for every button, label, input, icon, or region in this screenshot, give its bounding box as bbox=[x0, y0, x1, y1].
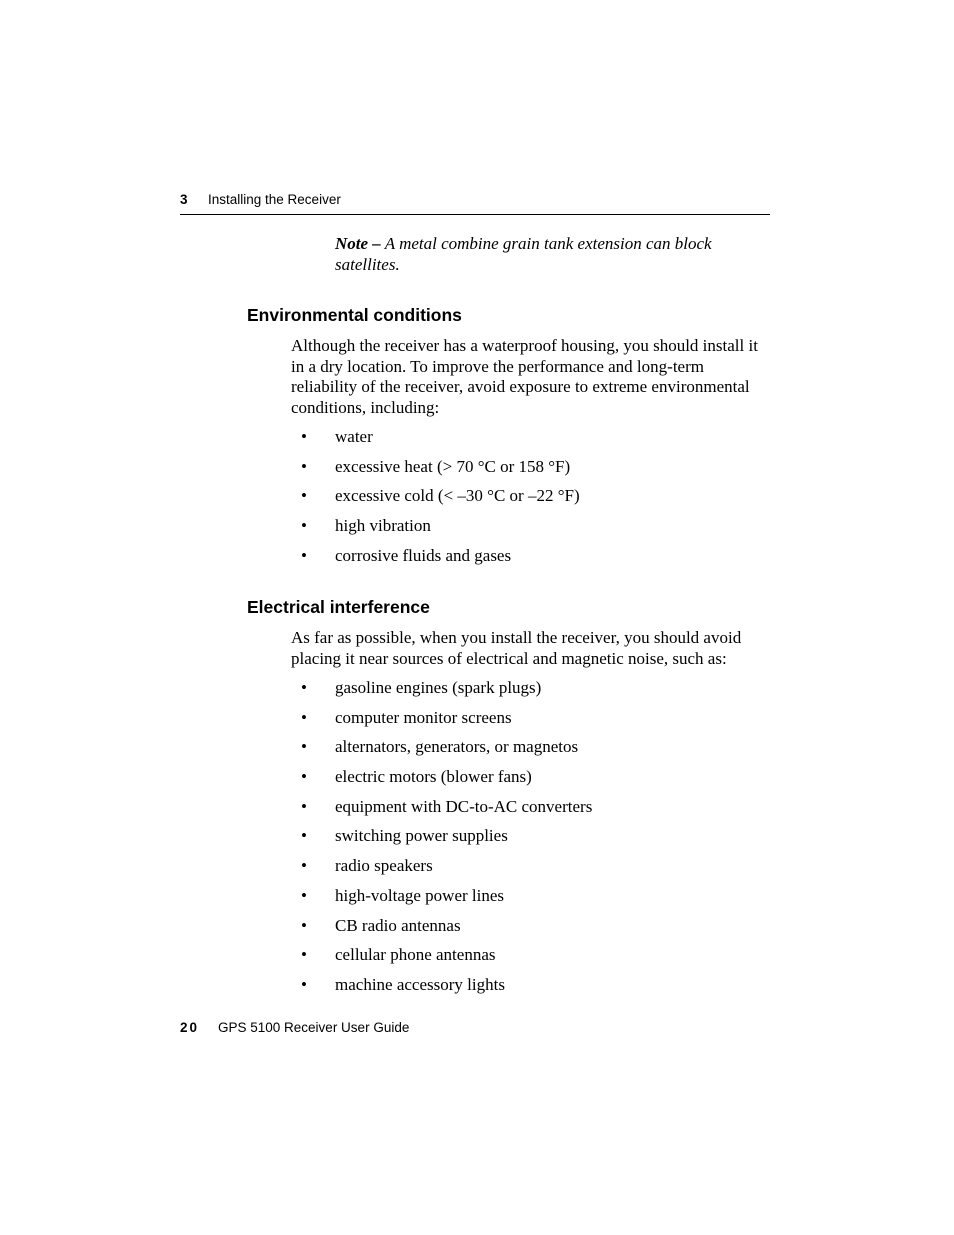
list-item-text: electric motors (blower fans) bbox=[335, 767, 532, 787]
list-item-text: switching power supplies bbox=[335, 826, 508, 846]
list-item-text: high vibration bbox=[335, 516, 431, 536]
bullet-icon: • bbox=[301, 767, 307, 787]
bullet-icon: • bbox=[301, 856, 307, 876]
list-item-text: machine accessory lights bbox=[335, 974, 505, 994]
bullet-icon: • bbox=[301, 456, 307, 476]
list-item-text: high-voltage power lines bbox=[335, 885, 505, 905]
page-number: 20 bbox=[180, 1020, 200, 1035]
bullet-icon: • bbox=[301, 796, 307, 816]
list-item-text: radio speakers bbox=[335, 856, 433, 876]
running-header bbox=[180, 192, 770, 215]
bullet-icon: • bbox=[301, 707, 307, 727]
section-heading-environmental: Environmental conditions bbox=[247, 305, 462, 325]
chapter-title: Installing the Receiver bbox=[208, 192, 341, 207]
list-item-text: excessive heat (> 70 °C or 158 °F) bbox=[335, 456, 571, 476]
bullet-icon: • bbox=[301, 486, 307, 506]
list-item-text: corrosive fluids and gases bbox=[335, 545, 512, 565]
bullet-icon: • bbox=[301, 915, 307, 935]
note-text: A metal combine grain tank extension can block satellites. bbox=[335, 234, 712, 274]
note-label: Note – bbox=[335, 234, 381, 253]
list-item-text: equipment with DC-to-AC converters bbox=[335, 796, 593, 816]
bullet-icon: • bbox=[301, 678, 307, 697]
bullet-icon: • bbox=[301, 826, 307, 846]
note bbox=[335, 233, 755, 275]
section-paragraph-environmental: Although the receiver has a waterproof housing, you should install it in a dry location. To improve the performance and long-term reliability of the receiver, avoid exposure to extreme environmental conditions, including: bbox=[291, 336, 758, 417]
bullet-icon: • bbox=[301, 516, 307, 536]
list-item-text: gasoline engines (spark plugs) bbox=[335, 678, 542, 697]
list-item-text: water bbox=[335, 427, 373, 446]
list-item-text: cellular phone antennas bbox=[335, 945, 496, 965]
list-item-text: computer monitor screens bbox=[335, 707, 512, 727]
bullet-icon: • bbox=[301, 885, 307, 905]
bullet-icon: • bbox=[301, 945, 307, 965]
bullet-icon: • bbox=[301, 545, 307, 565]
bullet-icon: • bbox=[301, 974, 307, 994]
list-item-text: excessive cold (< –30 °C or –22 °F) bbox=[335, 486, 580, 506]
list-item-text: alternators, generators, or magnetos bbox=[335, 737, 579, 757]
bullet-icon: • bbox=[301, 427, 307, 446]
bullet-icon: • bbox=[301, 737, 307, 757]
guide-title: GPS 5100 Receiver User Guide bbox=[218, 1020, 410, 1035]
list-item-text: CB radio antennas bbox=[335, 915, 461, 935]
section-paragraph-electrical: As far as possible, when you install the receiver, you should avoid placing it near sources of electrical and magnetic noise, such as: bbox=[291, 628, 742, 668]
section-heading-electrical: Electrical interference bbox=[247, 597, 430, 617]
chapter-number: 3 bbox=[180, 192, 188, 207]
